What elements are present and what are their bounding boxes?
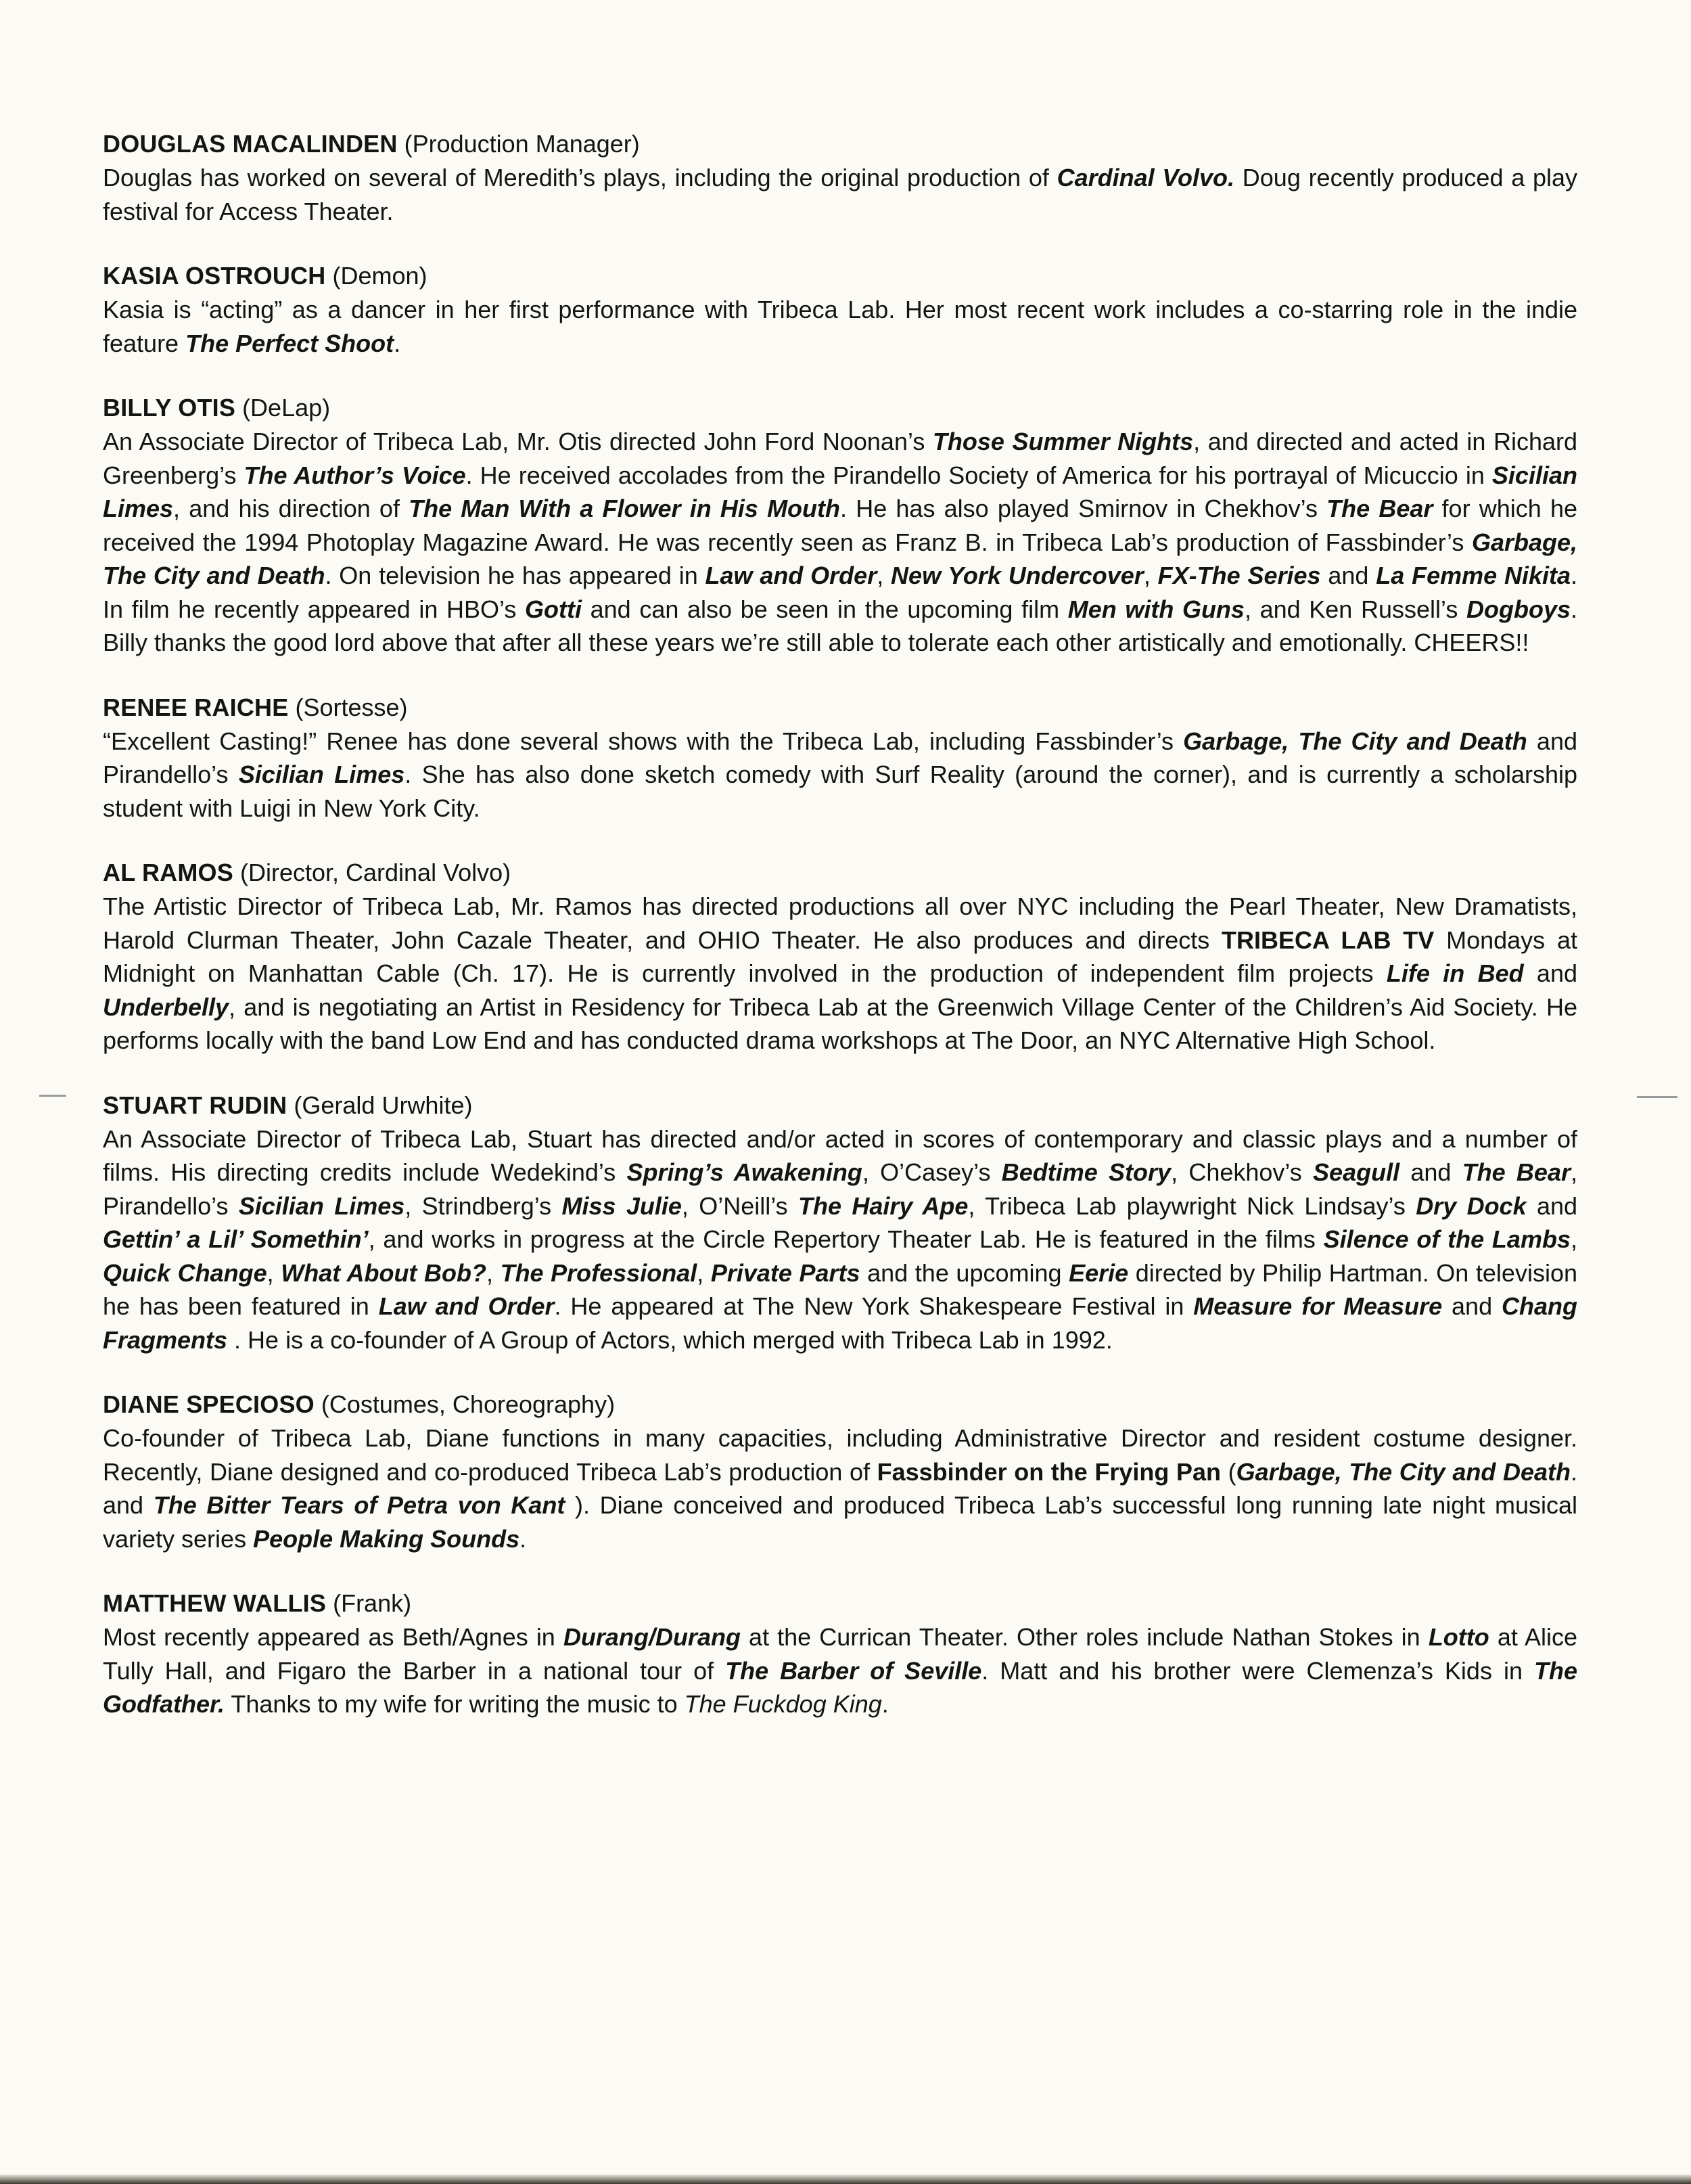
bio-text-run: . On television he has appeared in bbox=[325, 562, 705, 589]
bio-title-ref: La Femme Nikita bbox=[1376, 562, 1571, 589]
bio-title-ref: Garbage, The City and Death bbox=[1236, 1457, 1571, 1486]
bio-title-ref: Sicilian Limes bbox=[238, 760, 405, 788]
bio-role: (Demon) bbox=[332, 262, 427, 290]
bio-text-run: and bbox=[1442, 1292, 1502, 1320]
bio-text-run: , bbox=[267, 1258, 281, 1287]
bio-entry bbox=[103, 127, 1577, 228]
bio-text bbox=[103, 425, 1577, 660]
bio-name: BILLY OTIS bbox=[103, 394, 236, 422]
bio-text-run: ). Diane conceived and produced Tribeca Lab’s successful long running late night musical variety series bbox=[103, 1491, 1577, 1553]
bio-entry bbox=[103, 1388, 1577, 1555]
bio-text-run: , bbox=[1570, 1225, 1577, 1253]
bio-title-ref: The Hairy Ape bbox=[797, 1191, 969, 1220]
bio-title-ref: The Author’s Voice bbox=[244, 461, 466, 489]
bio-title-ref: Underbelly bbox=[103, 993, 229, 1021]
bio-title-ref: Men with Guns bbox=[1067, 595, 1245, 623]
bio-text-run: for which he received the 1994 Photoplay Magazine Award. He was recently seen as Franz B. in Tribeca Lab’s production of Fassbinder’s bbox=[103, 495, 1578, 556]
bio-title-ref: Life in Bed bbox=[1386, 959, 1524, 987]
bio-text-run: , bbox=[1143, 562, 1158, 589]
bio-title-ref: Sicilian Limes bbox=[238, 1191, 405, 1220]
bio-text-run: and bbox=[1399, 1158, 1462, 1186]
bio-text-run: . He is a co-founder of A Group of Actors, which merged with Tribeca Lab in 1992. bbox=[227, 1325, 1113, 1354]
bio-name: DOUGLAS MACALINDEN bbox=[103, 130, 398, 158]
bio-text-run: . He has also played Smirnov in Chekhov’s bbox=[840, 495, 1327, 522]
bio-text-run: at the Currican Theater. Other roles include Nathan Stokes in bbox=[740, 1623, 1429, 1651]
bio-text-run: and can also be seen in the upcoming film bbox=[582, 595, 1068, 623]
bio-title-ref: Those Summer Nights bbox=[932, 428, 1194, 455]
bio-text-run: directed by Philip Hartman. On television he has been featured in bbox=[103, 1258, 1577, 1320]
bio-list bbox=[103, 127, 1577, 1721]
bio-text-run: and bbox=[1526, 1191, 1578, 1220]
bio-heading bbox=[103, 691, 1577, 725]
bio-text-run: , and directed and acted in Richard Greenberg’s bbox=[103, 428, 1578, 489]
bio-text-run: . In film he recently appeared in HBO’s bbox=[103, 562, 1578, 623]
bio-title-ref: The Godfather. bbox=[103, 1656, 1577, 1718]
bio-text-run: Kasia is “acting” as a dancer in her first performance with Tribeca Lab. Her most recent work includes a co-starring role in the indie feature bbox=[103, 296, 1577, 357]
bio-text-run: , Chekhov’s bbox=[1171, 1158, 1314, 1186]
bio-title-ref: The Bear bbox=[1326, 495, 1433, 522]
bio-role: (Director, Cardinal Volvo) bbox=[239, 859, 511, 886]
bio-entry bbox=[103, 391, 1577, 660]
bio-title-ref: Law and Order bbox=[378, 1292, 555, 1320]
bio-text-run: Thanks to my wife for writing the music to bbox=[225, 1690, 685, 1718]
bio-name: KASIA OSTROUCH bbox=[103, 262, 326, 290]
bio-heading bbox=[103, 1388, 1577, 1421]
bio-heading bbox=[103, 1587, 1577, 1620]
bio-text bbox=[103, 725, 1577, 825]
bio-page bbox=[103, 127, 1577, 1752]
bio-text-run: Most recently appeared as Beth/Agnes in bbox=[103, 1623, 563, 1651]
bio-text-run: The Artistic Director of Tribeca Lab, Mr. Ramos has directed productions all over NYC including the Pearl Theater, New Dramatists, Harold Clurman Theater, John Cazale Theater, and OHIO Theater. He also produces and directs bbox=[103, 892, 1577, 954]
bio-title-ref: The Professional bbox=[500, 1258, 697, 1287]
bio-text-run: . Billy thanks the good lord above that after all these years we’re still able to tolerate each other artistically and emotionally. CHEERS!! bbox=[103, 595, 1578, 656]
bio-text-run: , O’Casey’s bbox=[862, 1158, 1002, 1186]
bio-name: RENEE RAICHE bbox=[103, 693, 289, 721]
bio-title-ref: Gettin’ a Lil’ Somethin’ bbox=[103, 1225, 369, 1253]
bio-text-run: , and is negotiating an Artist in Residency for Tribeca Lab at the Greenwich Village Center of the Children’s Aid Society. He performs locally with the band Low End and has conducted drama workshops at The Door, an NYC Alternative High School. bbox=[103, 993, 1577, 1054]
bio-text-run: . bbox=[881, 1690, 889, 1718]
bio-text bbox=[103, 1122, 1577, 1357]
bio-text-run: ( bbox=[1220, 1457, 1236, 1486]
bio-text bbox=[103, 1421, 1577, 1555]
bio-title-ref: Silence of the Lambs bbox=[1323, 1225, 1571, 1253]
bio-text-run: and bbox=[1320, 562, 1376, 589]
bio-title-ref: The Perfect Shoot bbox=[185, 329, 394, 357]
bio-title-ref: Sicilian Limes bbox=[103, 461, 1577, 522]
bio-title-ref: Durang/Durang bbox=[563, 1623, 741, 1651]
bio-title-ref: Garbage, The City and Death bbox=[1183, 727, 1527, 755]
bio-title-ref: Miss Julie bbox=[561, 1191, 682, 1220]
right-edge-mark bbox=[1637, 1096, 1677, 1098]
bio-title-ref: Lotto bbox=[1428, 1623, 1489, 1651]
left-edge-mark bbox=[39, 1095, 66, 1097]
bio-heading bbox=[103, 391, 1577, 425]
bio-text-run: . She has also done sketch comedy with Surf Reality (around the corner), and is currently a scholarship student with Luigi in New York City. bbox=[103, 760, 1577, 822]
bio-title-ref: TRIBECA LAB TV bbox=[1222, 926, 1435, 954]
bio-text-run: . He received accolades from the Pirandello Society of America for his portrayal of Micuccio in bbox=[465, 461, 1492, 489]
bio-role: (Gerald Urwhite) bbox=[294, 1091, 473, 1119]
bio-title-ref: People Making Sounds bbox=[253, 1524, 520, 1553]
bio-entry bbox=[103, 1089, 1577, 1357]
bio-heading bbox=[103, 259, 1577, 293]
bio-text-run: , and Ken Russell’s bbox=[1244, 595, 1466, 623]
bio-entry bbox=[103, 1587, 1577, 1721]
bio-text-run: , Pirandello’s bbox=[103, 1158, 1577, 1220]
bio-text-run: , and his direction of bbox=[173, 495, 409, 522]
bio-text-run: , bbox=[486, 1258, 501, 1287]
bio-text-run: . Matt and his brother were Clemenza’s Kids in bbox=[981, 1656, 1534, 1685]
bio-name: STUART RUDIN bbox=[103, 1091, 287, 1119]
bio-title-ref: What About Bob? bbox=[281, 1258, 486, 1287]
bio-title-ref: FX-The Series bbox=[1157, 562, 1321, 589]
bio-title-ref: Dry Dock bbox=[1416, 1191, 1527, 1220]
bio-role: (Frank) bbox=[333, 1589, 412, 1617]
bio-title-ref: Garbage, The City and Death bbox=[103, 528, 1577, 589]
bio-text bbox=[103, 161, 1577, 228]
bio-title-ref: Law and Order bbox=[705, 562, 877, 589]
bio-text-run: Douglas has worked on several of Meredith’s plays, including the original production of bbox=[103, 164, 1057, 191]
bio-text-run: , Tribeca Lab playwright Nick Lindsay’s bbox=[968, 1191, 1416, 1220]
bio-text-run: . bbox=[519, 1524, 527, 1553]
bio-title-ref: Gotti bbox=[525, 595, 582, 623]
bio-heading bbox=[103, 127, 1577, 161]
bio-text-run: and bbox=[1523, 959, 1577, 987]
bio-text-run: , Strindberg’s bbox=[404, 1191, 562, 1220]
bio-title-ref: Cardinal Volvo. bbox=[1057, 164, 1235, 191]
bio-text bbox=[103, 890, 1577, 1057]
bio-title-ref: The Barber of Seville bbox=[725, 1656, 982, 1685]
bio-text-run: . bbox=[394, 329, 401, 357]
bio-role: (Production Manager) bbox=[404, 130, 640, 158]
bio-text-run: . and bbox=[103, 1457, 1577, 1519]
bio-text-run: , bbox=[697, 1258, 711, 1287]
bio-title-ref: Seagull bbox=[1313, 1158, 1400, 1186]
bio-text-run: “Excellent Casting!” Renee has done several shows with the Tribeca Lab, including Fassbinder’s bbox=[103, 727, 1184, 755]
bio-text-run: . He appeared at The New York Shakespeare Festival in bbox=[554, 1292, 1194, 1320]
bio-title-ref: Fassbinder on the Frying Pan bbox=[877, 1457, 1221, 1486]
bio-title-ref: Private Parts bbox=[710, 1258, 860, 1287]
bio-name: DIANE SPECIOSO bbox=[103, 1390, 315, 1418]
bio-text-run: Mondays at Midnight on Manhattan Cable (Ch. 17). He is currently involved in the production of independent film projects bbox=[103, 926, 1577, 987]
bio-title-ref: Quick Change bbox=[103, 1258, 267, 1287]
page-bottom-edge bbox=[0, 2175, 1691, 2184]
bio-title-ref: The Fuckdog King bbox=[684, 1690, 882, 1718]
bio-text bbox=[103, 1620, 1577, 1721]
bio-name: MATTHEW WALLIS bbox=[103, 1589, 327, 1617]
bio-text-run: An Associate Director of Tribeca Lab, Mr. Otis directed John Ford Noonan’s bbox=[103, 428, 933, 455]
bio-text-run: An Associate Director of Tribeca Lab, Stuart has directed and/or acted in scores of contemporary and classic plays and a number of films. His directing credits include Wedekind’s bbox=[103, 1124, 1577, 1186]
bio-title-ref: The Bear bbox=[1462, 1158, 1571, 1186]
bio-text-run: at Alice Tully Hall, and Figaro the Barber in a national tour of bbox=[103, 1623, 1578, 1685]
bio-text-run: Co-founder of Tribeca Lab, Diane functions in many capacities, including Administrative Director and resident costume designer. Recently, Diane designed and co-produced Tribeca Lab’s production of bbox=[103, 1424, 1577, 1486]
bio-role: (DeLap) bbox=[242, 394, 331, 422]
bio-text-run: and Pirandello’s bbox=[103, 727, 1577, 788]
bio-entry bbox=[103, 691, 1577, 825]
bio-text-run: , O’Neill’s bbox=[681, 1191, 798, 1220]
bio-title-ref: Bedtime Story bbox=[1001, 1158, 1172, 1186]
bio-text-run: Doug recently produced a play festival for Access Theater. bbox=[103, 164, 1577, 225]
bio-entry bbox=[103, 259, 1577, 360]
bio-role: (Sortesse) bbox=[295, 693, 408, 721]
bio-heading bbox=[103, 1089, 1577, 1122]
bio-role: (Costumes, Choreography) bbox=[321, 1390, 616, 1418]
bio-text-run: , bbox=[877, 562, 891, 589]
bio-text-run: , and works in progress at the Circle Repertory Theater Lab. He is featured in the films bbox=[368, 1225, 1324, 1253]
bio-title-ref: The Man With a Flower in His Mouth bbox=[409, 495, 841, 522]
bio-text bbox=[103, 293, 1577, 360]
bio-title-ref: Dogboys bbox=[1466, 595, 1571, 623]
bio-title-ref: Chang Fragments bbox=[103, 1292, 1577, 1354]
bio-title-ref: The Bitter Tears of Petra von Kant bbox=[153, 1491, 565, 1519]
bio-title-ref: New York Undercover bbox=[891, 562, 1144, 589]
bio-title-ref: Eerie bbox=[1069, 1258, 1129, 1287]
bio-name: AL RAMOS bbox=[103, 859, 233, 886]
bio-title-ref: Measure for Measure bbox=[1193, 1292, 1443, 1320]
bio-text-run: and the upcoming bbox=[860, 1258, 1069, 1287]
bio-entry bbox=[103, 856, 1577, 1057]
bio-heading bbox=[103, 856, 1577, 890]
bio-title-ref: Spring’s Awakening bbox=[626, 1158, 862, 1186]
